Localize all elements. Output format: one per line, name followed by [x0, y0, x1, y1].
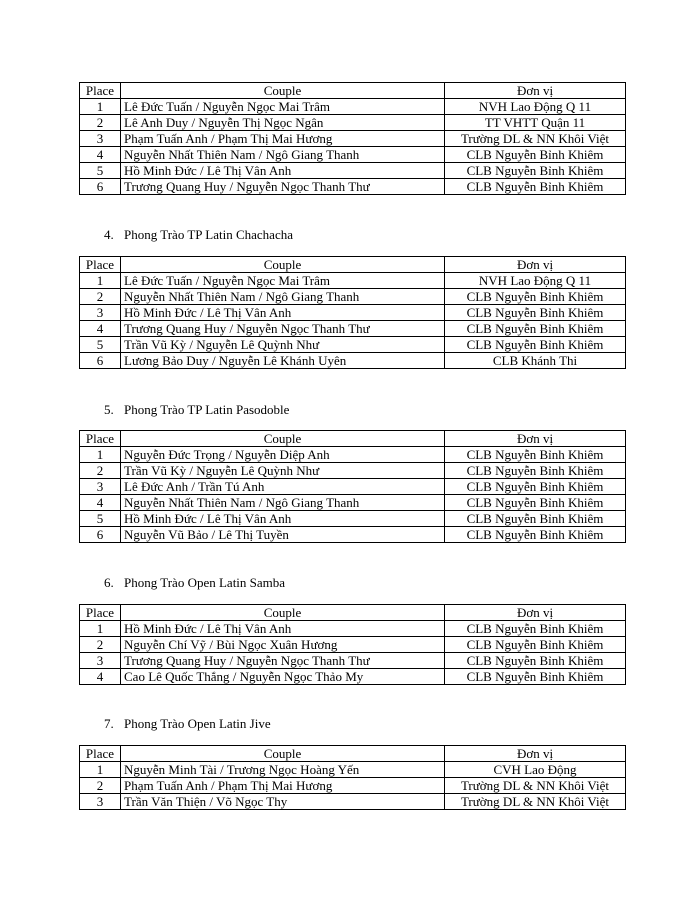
unit-cell: CVH Lao Động	[445, 762, 626, 778]
section-title: Phong Trào TP Latin Chachacha	[124, 227, 293, 242]
header-unit: Đơn vị	[445, 746, 626, 762]
table-row	[80, 321, 626, 337]
unit-cell: CLB Nguyễn Bỉnh Khiêm	[445, 337, 626, 353]
table-row	[80, 527, 626, 543]
unit-cell: CLB Nguyễn Bỉnh Khiêm	[445, 527, 626, 543]
header-place: Place	[80, 746, 121, 762]
section-title: Phong Trào Open Latin Samba	[124, 575, 286, 590]
couple-cell: Trương Quang Huy / Nguyễn Ngọc Thanh Thư	[121, 653, 445, 669]
unit-cell: CLB Nguyễn Bỉnh Khiêm	[445, 637, 626, 653]
results-table-pasodoble	[79, 430, 626, 543]
place-cell: 1	[80, 447, 121, 463]
table-header-row	[80, 746, 626, 762]
couple-cell: Lương Bảo Duy / Nguyễn Lê Khánh Uyên	[121, 353, 445, 369]
section-title: Phong Trào Open Latin Jive	[124, 716, 271, 731]
unit-cell: TT VHTT Quận 11	[445, 115, 626, 131]
unit-cell: Trường DL & NN Khôi Việt	[445, 778, 626, 794]
couple-cell: Trần Vũ Kỳ / Nguyễn Lê Quỳnh Như	[121, 337, 445, 353]
place-cell: 6	[80, 527, 121, 543]
table-row	[80, 289, 626, 305]
table-row	[80, 179, 626, 195]
place-cell: 4	[80, 669, 121, 685]
table-row	[80, 99, 626, 115]
place-cell: 2	[80, 289, 121, 305]
table-header-row	[80, 431, 626, 447]
place-cell: 6	[80, 353, 121, 369]
table-row	[80, 115, 626, 131]
table-row	[80, 353, 626, 369]
place-cell: 1	[80, 99, 121, 115]
unit-cell: CLB Nguyễn Bỉnh Khiêm	[445, 147, 626, 163]
place-cell: 3	[80, 794, 121, 810]
table-row	[80, 273, 626, 289]
place-cell: 1	[80, 273, 121, 289]
couple-cell: Lê Anh Duy / Nguyễn Thị Ngọc Ngân	[121, 115, 445, 131]
table-row	[80, 637, 626, 653]
table-row	[80, 147, 626, 163]
couple-cell: Trần Vũ Kỳ / Nguyễn Lê Quỳnh Như	[121, 463, 445, 479]
place-cell: 3	[80, 131, 121, 147]
couple-cell: Nguyễn Đức Trọng / Nguyễn Diệp Anh	[121, 447, 445, 463]
couple-cell: Lê Đức Anh / Trần Tú Anh	[121, 479, 445, 495]
place-cell: 3	[80, 479, 121, 495]
unit-cell: Trường DL & NN Khôi Việt	[445, 794, 626, 810]
couple-cell: Hồ Minh Đức / Lê Thị Vân Anh	[121, 163, 445, 179]
header-unit: Đơn vị	[445, 431, 626, 447]
table-row	[80, 669, 626, 685]
place-cell: 5	[80, 511, 121, 527]
unit-cell: CLB Nguyễn Bỉnh Khiêm	[445, 179, 626, 195]
table-row	[80, 305, 626, 321]
table-row	[80, 479, 626, 495]
couple-cell: Phạm Tuấn Anh / Phạm Thị Mai Hương	[121, 778, 445, 794]
place-cell: 5	[80, 337, 121, 353]
couple-cell: Lê Đức Tuấn / Nguyễn Ngọc Mai Trâm	[121, 99, 445, 115]
couple-cell: Nguyễn Chí Vỹ / Bùi Ngọc Xuân Hương	[121, 637, 445, 653]
table-row	[80, 511, 626, 527]
unit-cell: NVH Lao Động Q 11	[445, 273, 626, 289]
place-cell: 4	[80, 147, 121, 163]
table-row	[80, 653, 626, 669]
header-couple: Couple	[121, 257, 445, 273]
table-row	[80, 447, 626, 463]
table-row	[80, 463, 626, 479]
place-cell: 1	[80, 621, 121, 637]
section-number: 7.	[104, 716, 114, 731]
table-header-row	[80, 83, 626, 99]
unit-cell: CLB Nguyễn Bỉnh Khiêm	[445, 669, 626, 685]
table-row	[80, 621, 626, 637]
couple-cell: Nguyễn Nhất Thiên Nam / Ngô Giang Thanh	[121, 495, 445, 511]
table-row	[80, 794, 626, 810]
couple-cell: Cao Lê Quốc Thắng / Nguyễn Ngọc Thảo My	[121, 669, 445, 685]
header-couple: Couple	[121, 605, 445, 621]
results-table-jive	[79, 745, 626, 810]
header-couple: Couple	[121, 746, 445, 762]
table-row	[80, 778, 626, 794]
couple-cell: Hồ Minh Đức / Lê Thị Vân Anh	[121, 621, 445, 637]
header-unit: Đơn vị	[445, 83, 626, 99]
header-couple: Couple	[121, 83, 445, 99]
section-heading-jive	[104, 716, 271, 732]
header-couple: Couple	[121, 431, 445, 447]
table-row	[80, 163, 626, 179]
place-cell: 2	[80, 778, 121, 794]
place-cell: 4	[80, 321, 121, 337]
unit-cell: CLB Nguyễn Bỉnh Khiêm	[445, 479, 626, 495]
place-cell: 5	[80, 163, 121, 179]
place-cell: 1	[80, 762, 121, 778]
couple-cell: Trương Quang Huy / Nguyễn Ngọc Thanh Thư	[121, 321, 445, 337]
place-cell: 2	[80, 463, 121, 479]
unit-cell: CLB Nguyễn Bỉnh Khiêm	[445, 621, 626, 637]
place-cell: 3	[80, 305, 121, 321]
section-number: 4.	[104, 227, 114, 242]
table-row	[80, 495, 626, 511]
header-place: Place	[80, 257, 121, 273]
couple-cell: Trần Văn Thiện / Võ Ngọc Thy	[121, 794, 445, 810]
section-heading-chachacha	[104, 227, 293, 243]
couple-cell: Nguyễn Nhất Thiên Nam / Ngô Giang Thanh	[121, 147, 445, 163]
table-row	[80, 337, 626, 353]
unit-cell: CLB Nguyễn Bỉnh Khiêm	[445, 511, 626, 527]
place-cell: 3	[80, 653, 121, 669]
header-unit: Đơn vị	[445, 257, 626, 273]
results-table-chachacha	[79, 256, 626, 369]
section-heading-samba	[104, 575, 285, 591]
couple-cell: Nguyễn Vũ Bảo / Lê Thị Tuyền	[121, 527, 445, 543]
unit-cell: Trường DL & NN Khôi Việt	[445, 131, 626, 147]
header-place: Place	[80, 83, 121, 99]
couple-cell: Phạm Tuấn Anh / Phạm Thị Mai Hương	[121, 131, 445, 147]
results-table-section-3	[79, 82, 626, 195]
unit-cell: CLB Nguyễn Bỉnh Khiêm	[445, 495, 626, 511]
table-row	[80, 762, 626, 778]
section-heading-pasodoble	[104, 402, 289, 418]
section-number: 6.	[104, 575, 114, 590]
table-row	[80, 131, 626, 147]
couple-cell: Trương Quang Huy / Nguyễn Ngọc Thanh Thư	[121, 179, 445, 195]
unit-cell: CLB Nguyễn Bỉnh Khiêm	[445, 289, 626, 305]
couple-cell: Lê Đức Tuấn / Nguyễn Ngọc Mai Trâm	[121, 273, 445, 289]
unit-cell: CLB Nguyễn Bỉnh Khiêm	[445, 447, 626, 463]
place-cell: 2	[80, 637, 121, 653]
unit-cell: CLB Nguyễn Bỉnh Khiêm	[445, 321, 626, 337]
couple-cell: Nguyễn Nhất Thiên Nam / Ngô Giang Thanh	[121, 289, 445, 305]
unit-cell: CLB Khánh Thi	[445, 353, 626, 369]
unit-cell: CLB Nguyễn Bỉnh Khiêm	[445, 653, 626, 669]
section-title: Phong Trào TP Latin Pasodoble	[124, 402, 290, 417]
table-header-row	[80, 605, 626, 621]
unit-cell: NVH Lao Động Q 11	[445, 99, 626, 115]
unit-cell: CLB Nguyễn Bỉnh Khiêm	[445, 463, 626, 479]
header-place: Place	[80, 431, 121, 447]
couple-cell: Nguyễn Minh Tài / Trương Ngọc Hoàng Yến	[121, 762, 445, 778]
couple-cell: Hồ Minh Đức / Lê Thị Vân Anh	[121, 305, 445, 321]
unit-cell: CLB Nguyễn Bỉnh Khiêm	[445, 163, 626, 179]
place-cell: 6	[80, 179, 121, 195]
table-header-row	[80, 257, 626, 273]
results-table-samba	[79, 604, 626, 685]
place-cell: 4	[80, 495, 121, 511]
header-unit: Đơn vị	[445, 605, 626, 621]
couple-cell: Hồ Minh Đức / Lê Thị Vân Anh	[121, 511, 445, 527]
unit-cell: CLB Nguyễn Bỉnh Khiêm	[445, 305, 626, 321]
place-cell: 2	[80, 115, 121, 131]
header-place: Place	[80, 605, 121, 621]
section-number: 5.	[104, 402, 114, 417]
